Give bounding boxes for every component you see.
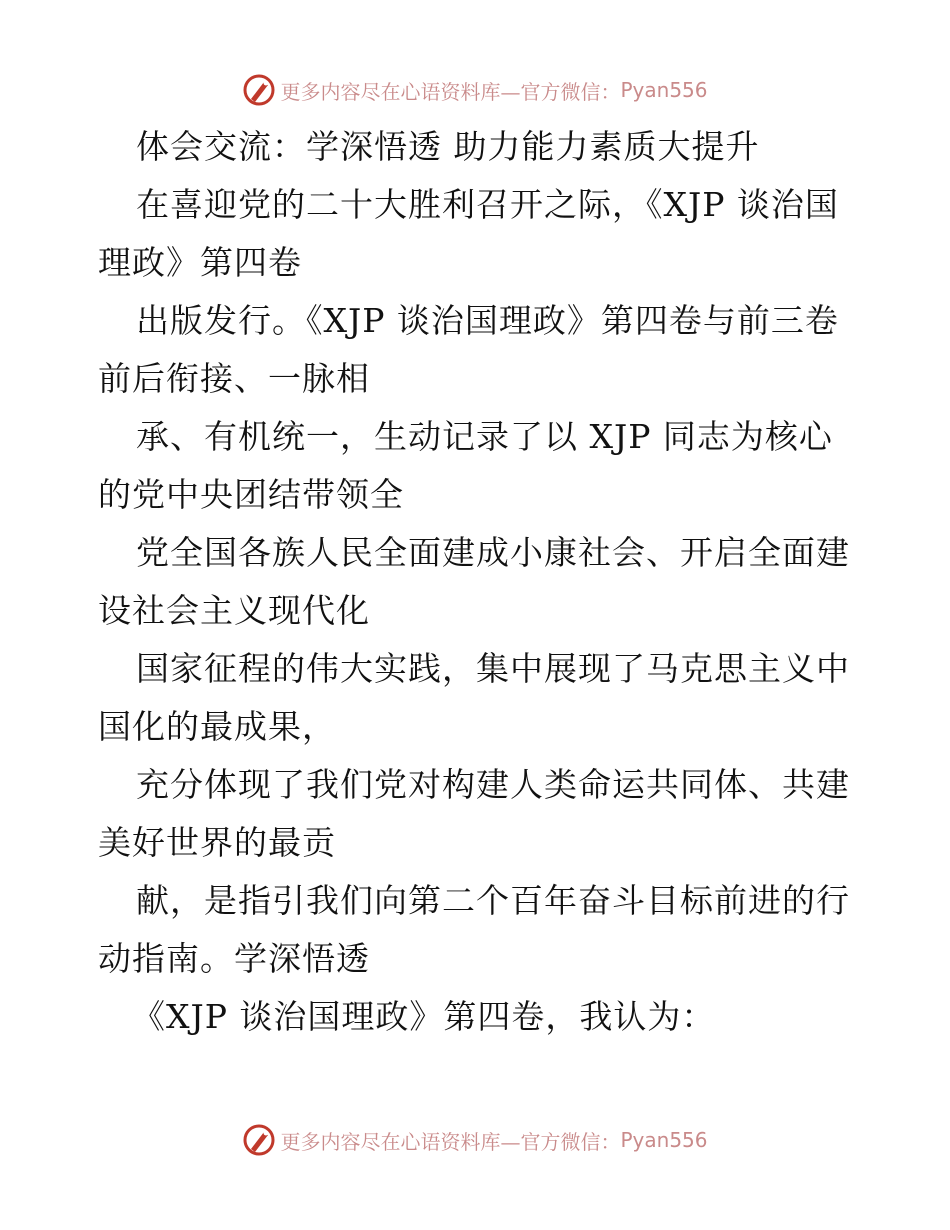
pen-logo-icon — [242, 73, 276, 107]
paragraph-line: 党全国各族人民全面建成小康社会、开启全面建 — [136, 533, 850, 572]
paragraph-line: 充分体现了我们党对构建人类命运共同体、共建 — [136, 765, 850, 804]
paragraph-line: 理政》第四卷 — [98, 243, 302, 282]
paragraph-line: 在喜迎党的二十大胜利召开之际，《XJP 谈治国 — [136, 185, 839, 224]
paragraph-line: 动指南。学深悟透 — [98, 939, 370, 978]
paragraph-line: 承、有机统一，生动记录了以 XJP 同志为核心 — [136, 417, 833, 456]
paragraph-line: 国化的最成果， — [98, 707, 336, 746]
document-body — [98, 118, 858, 1046]
paragraph-line: 国家征程的伟大实践，集中展现了马克思主义中 — [136, 649, 850, 688]
pen-logo-icon — [242, 1123, 276, 1157]
watermark-handle: Pyan556 — [620, 78, 708, 102]
watermark-handle: Pyan556 — [620, 1128, 708, 1152]
document-title: 体会交流：学深悟透 助力能力素质大提升 — [136, 127, 760, 166]
watermark-text: 更多内容尽在心语资料库—官方微信： — [280, 79, 621, 104]
paragraph-line: 美好世界的最贡 — [98, 823, 336, 862]
paragraph-line: 的党中央团结带领全 — [98, 475, 404, 514]
paragraph-line: 前后衔接、一脉相 — [98, 359, 370, 398]
paragraph-line: 设社会主义现代化 — [98, 591, 370, 630]
watermark-text: 更多内容尽在心语资料库—官方微信： — [280, 1129, 621, 1154]
paragraph-line: 出版发行。《XJP 谈治国理政》第四卷与前三卷 — [136, 301, 839, 340]
header-watermark-banner — [0, 70, 950, 110]
paragraph-line: 《XJP 谈治国理政》第四卷，我认为： — [132, 997, 716, 1036]
footer-watermark-banner — [0, 1120, 950, 1160]
paragraph-line: 献，是指引我们向第二个百年奋斗目标前进的行 — [136, 881, 850, 920]
